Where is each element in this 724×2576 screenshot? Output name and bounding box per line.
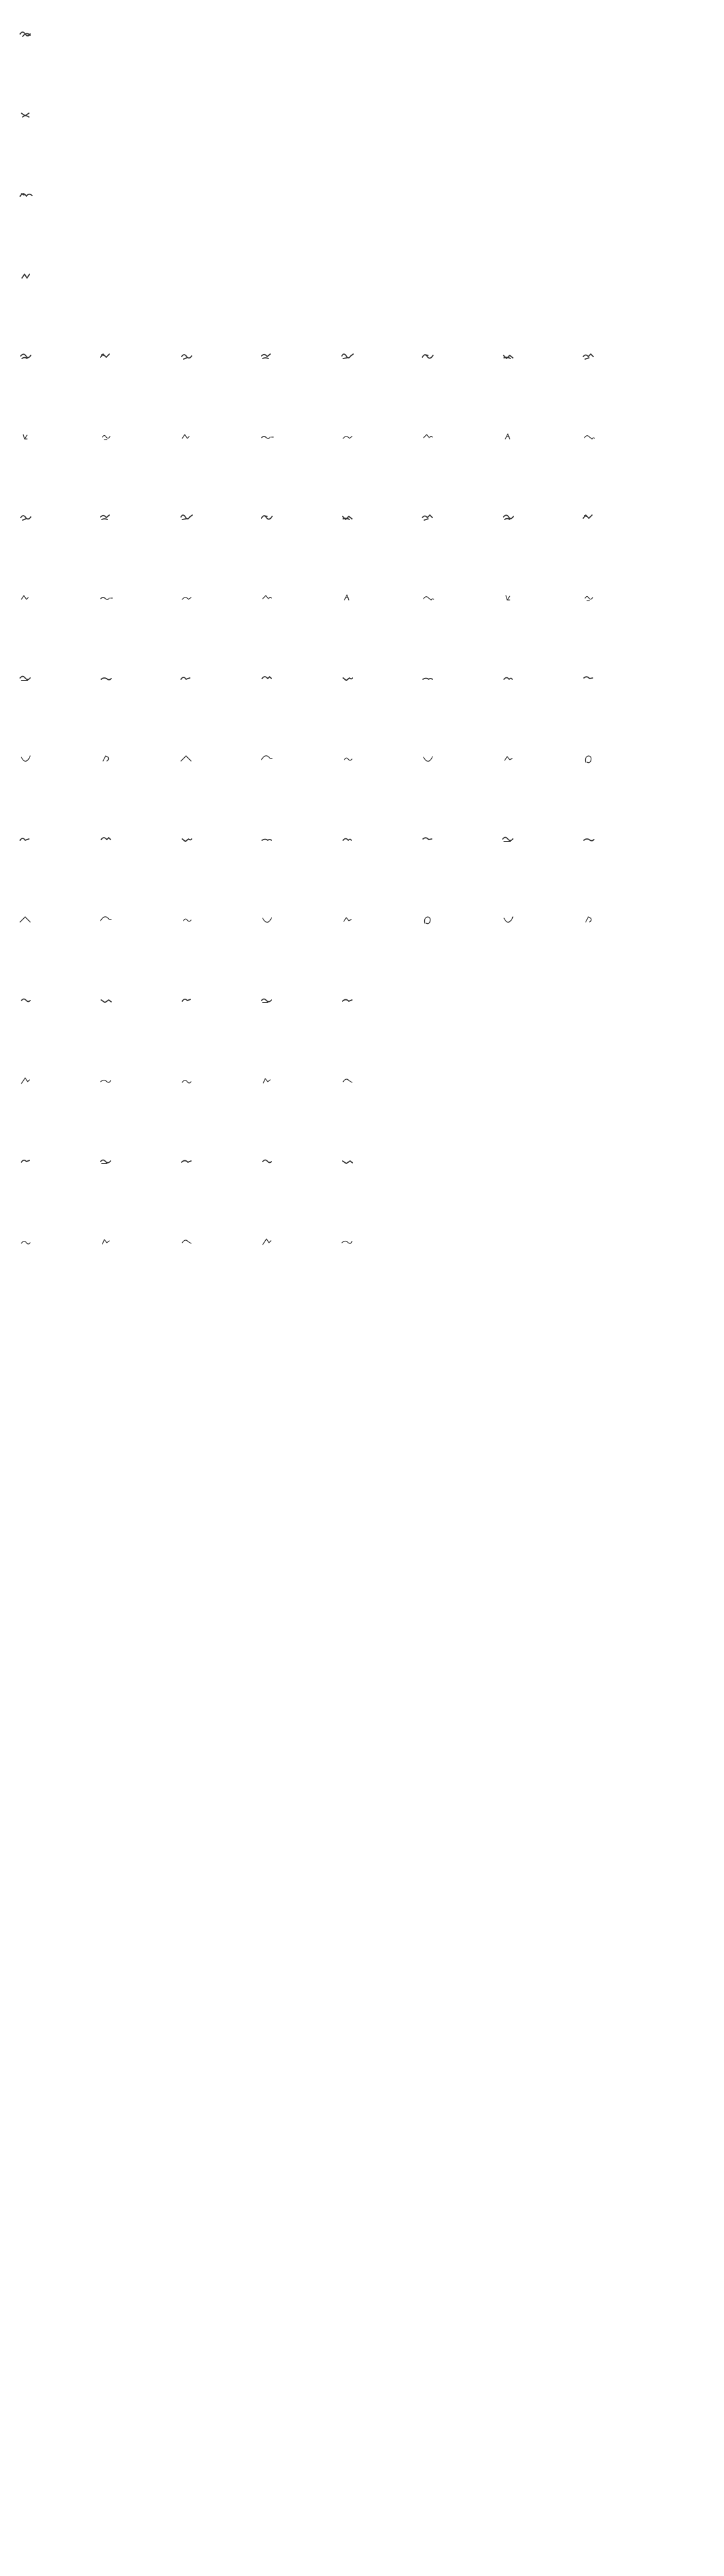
stroke-icon	[175, 1068, 200, 1093]
ornament-icon	[577, 343, 602, 369]
ornament-icon	[496, 665, 522, 691]
stroke-icon	[496, 424, 522, 449]
glyph-row	[0, 1148, 724, 1174]
stroke-icon	[94, 1068, 119, 1093]
glyph-row	[0, 504, 724, 530]
ornament-icon	[14, 826, 39, 852]
stroke-icon	[496, 746, 522, 771]
stroke-icon	[255, 907, 280, 932]
ornament-icon	[94, 504, 119, 530]
stroke-icon	[255, 585, 280, 610]
stroke-icon	[416, 585, 441, 610]
stroke-icon	[14, 424, 39, 449]
stroke-icon	[336, 1068, 361, 1093]
ornament-icon	[336, 987, 361, 1013]
stroke-icon	[94, 585, 119, 610]
ornament-icon	[175, 504, 200, 530]
glyph-row	[0, 424, 724, 449]
ornament-icon	[336, 665, 361, 691]
ornament-icon	[496, 826, 522, 852]
ornament-icon	[416, 343, 441, 369]
glyph-row	[0, 21, 724, 47]
stroke-icon	[496, 585, 522, 610]
stroke-icon	[336, 1229, 361, 1254]
stroke-icon	[14, 907, 39, 932]
ornament-icon	[14, 665, 39, 691]
ornament-icon	[175, 826, 200, 852]
ornament-icon	[416, 504, 441, 530]
ornament-icon	[94, 826, 119, 852]
ornament-icon	[175, 987, 200, 1013]
ornament-icon	[14, 263, 39, 288]
ornament-icon	[14, 1148, 39, 1174]
stroke-icon	[336, 585, 361, 610]
stroke-icon	[336, 746, 361, 771]
stroke-icon	[577, 907, 602, 932]
ornament-icon	[336, 343, 361, 369]
ornament-icon	[14, 343, 39, 369]
stroke-icon	[94, 746, 119, 771]
ornament-icon	[94, 1148, 119, 1174]
stroke-icon	[416, 746, 441, 771]
ornament-icon	[336, 504, 361, 530]
glyph-row	[0, 102, 724, 127]
ornament-icon	[14, 21, 39, 47]
stroke-icon	[577, 746, 602, 771]
ornament-icon	[175, 1148, 200, 1174]
glyph-row	[0, 182, 724, 208]
glyph-row	[0, 263, 724, 288]
glyph-row	[0, 746, 724, 771]
ornament-icon	[14, 987, 39, 1013]
ornament-icon	[14, 504, 39, 530]
ornament-icon	[577, 504, 602, 530]
stroke-icon	[336, 907, 361, 932]
glyph-row	[0, 907, 724, 932]
ornament-icon	[94, 987, 119, 1013]
ornament-icon	[175, 665, 200, 691]
stroke-icon	[175, 1229, 200, 1254]
glyph-row	[0, 1229, 724, 1254]
ornament-icon	[255, 504, 280, 530]
stroke-icon	[94, 424, 119, 449]
stroke-icon	[175, 907, 200, 932]
ornament-icon	[255, 343, 280, 369]
ornament-icon	[94, 343, 119, 369]
ornament-icon	[255, 987, 280, 1013]
ornament-icon	[175, 343, 200, 369]
stroke-icon	[255, 1229, 280, 1254]
stroke-icon	[255, 746, 280, 771]
ornament-icon	[255, 1148, 280, 1174]
stroke-icon	[14, 746, 39, 771]
stroke-icon	[175, 746, 200, 771]
glyph-row	[0, 665, 724, 691]
glyph-row	[0, 585, 724, 610]
ornament-icon	[255, 826, 280, 852]
stroke-icon	[255, 1068, 280, 1093]
stroke-icon	[175, 424, 200, 449]
ornament-icon	[416, 665, 441, 691]
ornament-icon	[255, 665, 280, 691]
glyph-row	[0, 343, 724, 369]
ornament-icon	[336, 1148, 361, 1174]
stroke-icon	[94, 1229, 119, 1254]
stroke-icon	[416, 907, 441, 932]
ornament-icon	[336, 826, 361, 852]
glyph-row	[0, 826, 724, 852]
stroke-icon	[94, 907, 119, 932]
ornament-icon	[577, 665, 602, 691]
stroke-icon	[577, 424, 602, 449]
stroke-icon	[496, 907, 522, 932]
ornament-icon	[94, 665, 119, 691]
ornament-icon	[14, 182, 39, 208]
ornament-icon	[416, 826, 441, 852]
glyph-row	[0, 987, 724, 1013]
stroke-icon	[14, 585, 39, 610]
stroke-icon	[336, 424, 361, 449]
stroke-icon	[416, 424, 441, 449]
stroke-icon	[14, 1229, 39, 1254]
stroke-icon	[255, 424, 280, 449]
glyph-row	[0, 1068, 724, 1093]
ornament-icon	[496, 343, 522, 369]
stroke-icon	[14, 1068, 39, 1093]
ornament-icon	[496, 504, 522, 530]
ornament-icon	[577, 826, 602, 852]
stroke-icon	[577, 585, 602, 610]
ornament-icon	[14, 102, 39, 127]
stroke-icon	[175, 585, 200, 610]
